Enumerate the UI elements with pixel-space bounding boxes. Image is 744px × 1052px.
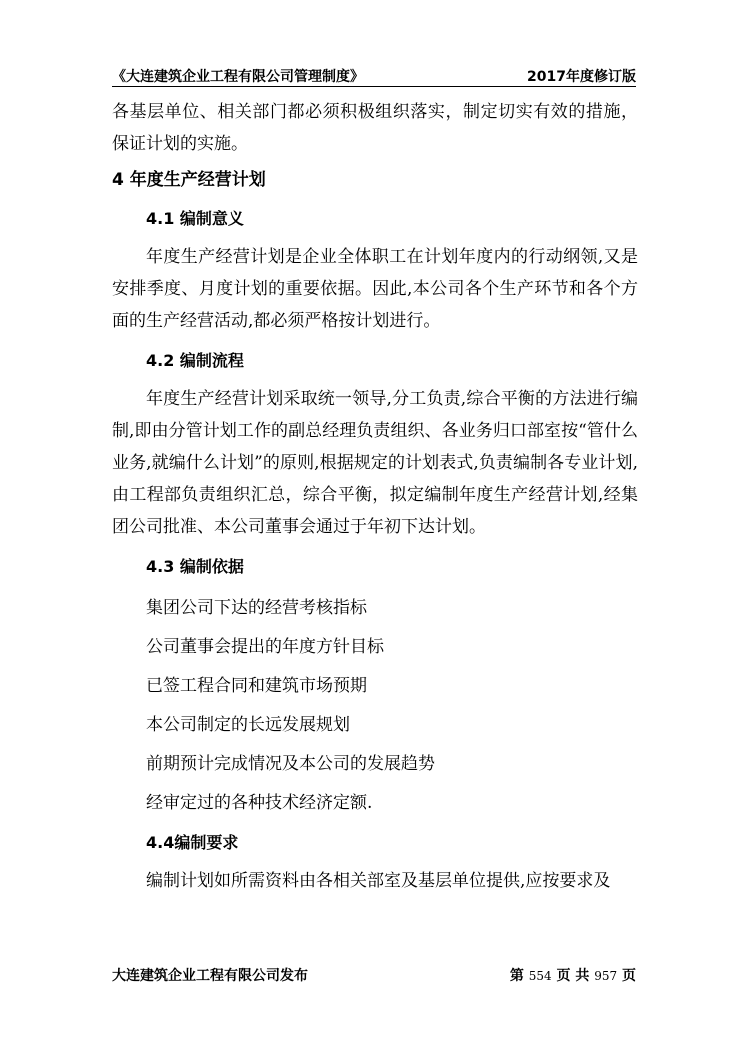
list-item: 前期预计完成情况及本公司的发展趋势 (146, 754, 435, 774)
page-current: 554 (528, 969, 552, 983)
page-suffix: 页 (622, 968, 636, 984)
section-4-4-paragraph: 编制计划如所需资料由各相关部室及基层单位提供,应按要求及 (146, 871, 611, 891)
header-version: 2017年度修订版 (527, 69, 636, 85)
section-4-3-list (112, 589, 638, 823)
list-item: 公司董事会提出的年度方针目标 (146, 637, 384, 657)
list-item: 集团公司下达的经营考核指标 (146, 598, 367, 618)
page-content (112, 96, 638, 897)
header-title: 《大连建筑企业工程有限公司管理制度》 (112, 69, 364, 85)
page-footer (112, 965, 636, 987)
section-4-1-heading: 4.1 编制意义 (146, 209, 244, 228)
footer-publisher: 大连建筑企业工程有限公司发布 (112, 968, 308, 984)
page-total: 957 (594, 969, 618, 983)
list-item: 本公司制定的长远发展规划 (146, 715, 350, 735)
list-item: 已签工程合同和建筑市场预期 (146, 676, 367, 696)
section-4-4-heading: 4.4编制要求 (146, 833, 239, 852)
page-header (112, 64, 636, 87)
list-item: 经审定过的各种技术经济定额. (146, 793, 373, 813)
section-4-1-paragraph: 年度生产经营计划是企业全体职工在计划年度内的行动纲领,又是安排季度、月度计划的重要依据。因此,本公司各个生产环节和各个方面的生产经营活动,都必须严格按计划进行。 (112, 247, 638, 331)
page-mid: 页 共 (556, 968, 590, 984)
section-4-3-heading: 4.3 编制依据 (146, 557, 244, 576)
intro-paragraph: 各基层单位、相关部门都必须积极组织落实，制定切实有效的措施，保证计划的实施。 (112, 102, 638, 154)
section-4-2-heading: 4.2 编制流程 (146, 351, 244, 370)
section-4-2-paragraph: 年度生产经营计划采取统一领导,分工负责,综合平衡的方法进行编制,即由分管计划工作的副总经理负责组织、各业务归口部室按“管什么业务,就编什么计划”的原则,根据规定的计划表式,负责编制各专业计划,由工程部负责组织汇总，综合平衡，拟定编制年度生产经营计划,经集团公司批准、本公司董事会通过于年初下达计划。 (112, 389, 638, 537)
page-number (510, 965, 636, 985)
section-4-heading: 4 年度生产经营计划 (112, 170, 266, 190)
page-prefix: 第 (509, 968, 524, 984)
